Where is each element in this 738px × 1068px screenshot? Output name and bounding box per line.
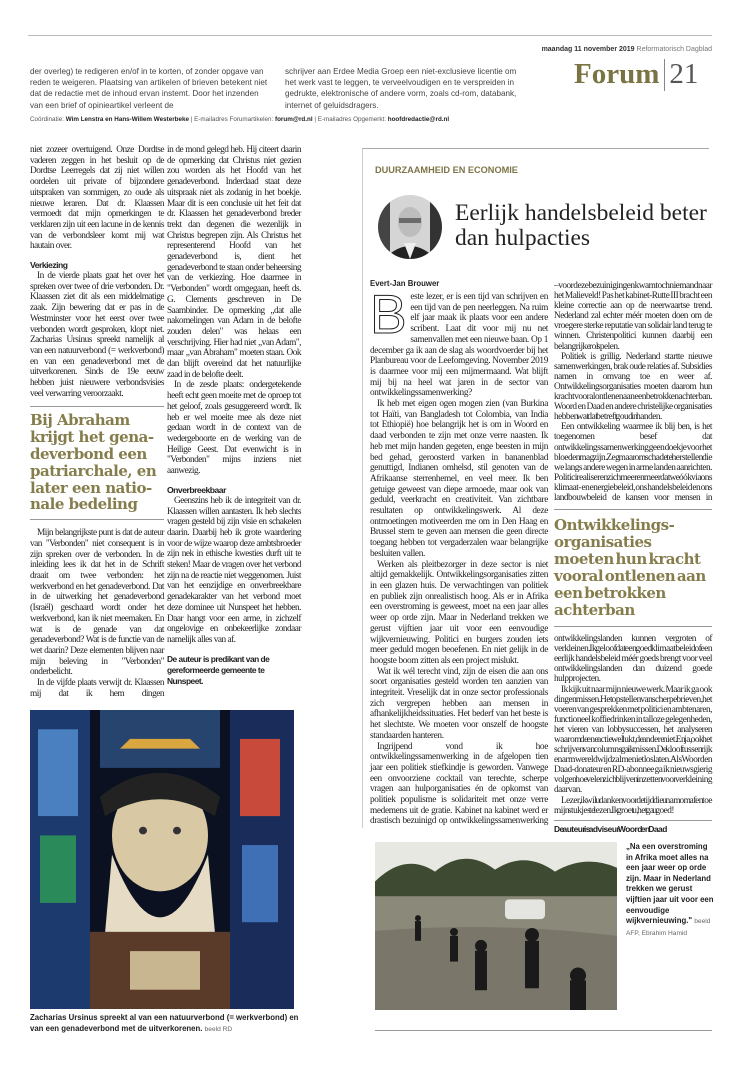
section-title: Forum: [574, 58, 660, 90]
coordination-line: [30, 116, 449, 123]
paragraph: In de vierde plaats gaat het over het spreken over twee of drie verbonden. Dr. Klaassen ziet dit als een middelmatige zaak. Zijn bewering dat er pas in de Westminster voor het eerst over twee verbonden wordt gesproken, klopt niet. Zacharias Ursinus spreekt namelijk al van een natuurverbond (= werkverbond) en van een genadeverbond met de uitverkorenen. Sinds de 19e eeuw hebben juist nieuwere verbondsvisies veel verwarring veroorzaakt.: [30, 271, 164, 399]
paragraph: Mijn belangrijkste punt is dat de auteur van "Verbonden" niet consequent is in zijn spreken over de verbonden. In de inleiding lees ik dat het in de Schrift draait om twee verbonden: het werkverbond en het genadeverbond. Dat in de uitwerking het genadeverbond (Israël) geschaard wordt onder het werkverbond, kan ik niet meemaken. En wat is de genade van dat genadeverbond? Wat is de functie van de wet daarin? Deze elementen blijven naar mijn beleving in "Verbonden" onderbelicht.: [30, 528, 164, 678]
pull-quote: Bij Abraham krijgt het genadeverbond een patriarchale, en later een nationale bedeling: [30, 406, 164, 520]
section-kicker: DUURZAAMHEID EN ECONOMIE: [375, 165, 518, 175]
photo-caption: [30, 1013, 300, 1035]
paragraph: In de zesde plaats: ondergetekende heeft echt geen moeite met de oproep tot het geloof, zoals gesuggereerd wordt. Ik heb er wel moeite mee als deze niet gedaan wordt in de context van de wedergeboorte en de werking van de Heilige Geest. Dat evenwicht is in "Verbonden" mijns inziens niet aanwezig.: [167, 380, 301, 477]
email-forum-label: | E-mailadres Forumartikelen:: [189, 116, 275, 123]
left-article-col-2: [167, 145, 301, 687]
paragraph: Ik heb met eigen ogen mogen zien (van Burkina tot Haïti, van Bangladesh tot Colombia, van India tot Ethiopië) hoe belangrijk het is om in Woord en daad verbonden te zijn met onze verre naasten. Ik heb met mijn handen gegeten, enge beesten in mijn bed gehad, geroosterd varken in bananenblad genuttigd, Indianen omhelsd, stil genoten van de Afrikaanse sterrenhemel, en veel meer. Ik ben getuige geweest van diepe armoede, maar ook van geduld, veerkracht en creativiteit. Van zichtbare resultaten op ontwikkelingswerk. Al deze ontmoetingen motiveerden me om in Den Haag en Brussel stem te geven aan mensen die geen directe toegang hebben tot vergaderzalen waar belangrijke besluiten vallen.: [370, 399, 548, 559]
paragraph: – voor deze bezuinigingen kwam toch niemand naar het Malieveld! Pas het kabinet-Rutte III bracht een kleine correctie aan op de neerwaartse trend. Nederland zal echter méér moeten doen om de vroegere sterke reputatie van solidair land terug te winnen. Christenpolitici kunnen daarbij een belangrijke rol spelen.: [554, 281, 712, 352]
coord-names: Wim Lenstra en Hans-Willem Westerbeke: [65, 116, 189, 123]
intro-col-1: der overleg) te redigeren en/of in te korten, of zonder opgave van reden te weigeren. Plaatsing van artikelen of brieven betekent niet dat de redactie met de inhoud ervan instemt. Door het inzenden van een brief of opinieartikel verleent de: [30, 67, 268, 110]
email-opgemerkt-link[interactable]: hoofdredactie@rd.nl: [387, 116, 450, 123]
date: maandag 11 november 2019: [541, 46, 635, 53]
author-note: De auteur is predikant van de gereformeerde gemeente te Nunspeet.: [167, 653, 270, 686]
paragraph: in de mond gelegd heb. Hij citeert daarin de opmerking dat Christus niet gezien zou worden als het Hoofd van het genadeverbond. Inderdaad staat deze uitspraak niet als zodanig in het boekje. Maar dit is een conclusie uit het feit dat dr. Klaassen het genadeverbond breder trekt dan degenen die wezenlijk in Christus begrepen zijn. Als Christus het representerend Hoofd van het genadeverbond is, dient het genadeverbond te staan onder beheersing van de verkiezing. Hoe daarmee in "Verbonden" wordt omgegaan, heeft ds. G. Clements geschreven in De Saambinder. De opmerking „dat alle nakomelingen van Adam in de belofte zouden delen" was helaas een verschrijving. Hier had niet „van Adam", maar „van Abraham" moeten staan. Ook dan blijft overeind dat het natuurlijke zaad in de belofte deelt.: [167, 145, 301, 380]
top-rule: [28, 35, 712, 36]
paragraph: In de vijfde plaats verwijt dr. Klaassen mij dat ik hem dingen: [30, 678, 164, 699]
email-forum-link[interactable]: forum@rd.nl: [274, 116, 313, 123]
coord-label: Coördinatie:: [30, 116, 66, 123]
section-header: [574, 58, 698, 91]
paragraph: Ik kijk uit naar mijn nieuwe werk. Maar ik ga ook dingen missen. Het opstellen van scherpe brieven, het voeren van gesprekken met politici en ambtenaren, functioneel koffiedrinken in talloze gelegenheden, het vieren van lobbysuccessen, het analyseren waarom de ene actie wel lukt, de andere niet. En ja, ook het schrijven van columns ga ik missen. De kloof tussen rijk en arm wereldwijd zal me niet loslaten. Als Woord en Daad-donateur en RD-abonnee ga ik nieuwsgierig volgen hoe velen zich blijven inzetten voor verkleining daarvan.: [554, 684, 712, 796]
paragraph: Politiek is grillig. Nederland startte nieuwe samenwerkingen, brak oude relaties af. Subsidies namen in omvang toe en weer af. Ontwikkelingsorganisaties moeten daarom hun kracht vooral ontlenen aan een betrokken achterban. Woord en Daad en andere christelijke organisaties hebben wat dat betreft goud in handen.: [554, 351, 712, 423]
paragraph: Werken als pleitbezorger in deze sector is niet altijd gemakkelijk. Ontwikkelingsorganisaties zitten in een glazen huis. De verwachtingen van politiek en publiek zijn onrealistisch hoog. Als er in Afrika een overstroming is geweest, moet na een jaar alles weer op orde zijn. Maar in Nederland trekken we gerust vijftien jaar uit voor een eenvoudige wijkvernieuwing. Politici en burgers zouden iets meer geduld mogen beoefenen. En niet gelijk in de hoogste boom zitten als een project mislukt.: [370, 559, 548, 666]
paper-name: Reformatorisch Dagblad: [636, 46, 712, 53]
drop-cap: B: [370, 283, 407, 345]
paragraph: Een ontwikkeling waarmee ik blij ben, is het toegenomen besef dat ontwikkelingssamenwerking geen doekje voor het bloeden mag zijn. Zeg maar om schade te herstellen die we langs andere wegen in arme landen aanrichten. Politici realiseren zich meer en meer dat we óók via ons klimaat- en energiebeleid, ons handelsbeleid en ons landbouwbeleid de kansen voor mensen in: [554, 422, 712, 503]
email-opgemerkt-label: | E-mailadres Opgemerkt:: [312, 116, 388, 123]
intro-col-2: schrijver aan Erdee Media Groep een niet-exclusieve licentie om het werk vast te leggen, te verveelvoudigen en te verspreiden in gedrukte, elektronische of andere vorm, zoals cd-rom, databank, internet of geluidsdragers.: [285, 67, 517, 110]
right-article-col-2: [554, 281, 712, 835]
left-article-col-1: [30, 145, 164, 700]
paragraph: niet zozeer overtuigend. Onze Dordtse vaderen zeggen in het besluit op de Dordtse Leerregels dat zij niet willen oordelen uit private of bijzondere uitspraken van sommigen, zo oude als nieuwe leraren. Dat dr. Klaassen vermoedt dat mijn opmerkingen te verklaren zijn uit een lacune in de kennis van de verbondsleer komt mij wat hautain over.: [30, 145, 164, 252]
caption-credit: beeld AFP, Ebrahim Hamid: [626, 918, 711, 937]
byline: Evert-Jan Brouwer: [370, 279, 440, 288]
paragraph: Geenszins heb ik de integriteit van dr. Klaassen willen aantasten. Ik heb slechts vragen gesteld bij zijn visie en schakelen daarin. Daarbij heb ik grote waardering voor de wijze waarop deze ambtsbroeder zijn nek in ethische kwesties durft uit te steken! Maar de vragen over het verbond zijn na de reactie niet weggenomen. Juist van het eenzijdige en onverbreekbare genadekarakter van het verbond moet deze dominee uit Nunspeet het hebben. Daar hangt voor een arme, in zichzelf ongelovige en onbekeerlijke zondaar namelijk alles van af.: [167, 495, 301, 645]
divider: [664, 59, 665, 91]
author-avatar: [378, 195, 442, 259]
author-note: De auteur is adviseur Woord en Daad: [554, 823, 667, 834]
paragraph: Lezer, ik wil u danken voor de tijd die u nam om af en toe mijn stukjes te lezen. Ik groet u, het ga u goed!: [554, 795, 712, 816]
pull-quote: Ontwikkelingsorganisaties moeten hun kracht vooral ontlenen aan een betrokken achterban: [554, 509, 712, 627]
subheading: Verkiezing: [30, 260, 68, 271]
page-number: 21: [669, 58, 699, 90]
paragraph: Ingrijpend vond ik hoe ontwikkelingssamenwerking in de afgelopen tien jaar een politiek stiefkindje is geworden. Vanwege een onvoorziene cocktail van terechte, scherpe vragen aan hulporganisaties én de opkomst van politiek populisme is solidariteit met onze verre medemens uit de gratie. Kabinet na kabinet werd er drastisch bezuinigd op ontwikkelingssamenwerking: [370, 741, 548, 827]
subheading: Onverbreekbaar: [167, 484, 226, 495]
divider: [554, 820, 712, 821]
paragraph: ontwikkelingslanden kunnen vergroten of verkleinen. Ik geloof dat een goed klimaatbeleid of een eerlijk handelsbeleid méér goeds brengt voor veel ontwikkelingslanden dan duizend goede hulpprojecten.: [554, 634, 712, 685]
dateline: [542, 46, 712, 53]
bottom-rule: [375, 1030, 712, 1031]
stained-glass-photo: [30, 710, 294, 1009]
caption-quote: „Na een overstroming in Afrika moet alles na een jaar weer op orde zijn. Maar in Nederland trekken we gerust vijftien jaar uit voor een eenvoudige wijkvernieuwing.": [626, 842, 714, 926]
caption-credit: beeld RD: [204, 1025, 233, 1033]
caption-text: Zacharias Ursinus spreekt al van een natuurverbond (= werkverbond) en van een genadeverbond met de uitverkorenen.: [30, 1013, 299, 1033]
photo-caption: [626, 842, 714, 939]
flood-photo: [375, 842, 617, 1010]
paragraph: Wat ik wél terecht vind, zijn de eisen die aan ons soort organisaties gesteld worden ten aanzien van integriteit. Vreselijk dat in onze sector professionals zich vergrepen hebben aan mensen in afhankelijkheidssituaties. Het bederf van het beste is het slechtste. We moeten voor onszelf de hoogste standaarden hanteren.: [370, 666, 548, 741]
article-title: Eerlijk handelsbeleid beter dan hulpacties: [455, 200, 707, 251]
paragraph: este lezer, er is een tijd van schrijven en een tijd van de pen neerleggen. Na ruim elf jaar maak ik plaats voor een andere scribent. Laat dit voor mij nu net samenvallen met een nieuwe baan. Op 1 december ga ik aan de slag als woordvoerder bij het Planbureau voor de Leefomgeving. November 2019 is daarmee voor mij een mijmermaand. Wat blijft mij bij na heel wat jaren in de sector van ontwikkelingssamenwerking?: [370, 292, 548, 399]
